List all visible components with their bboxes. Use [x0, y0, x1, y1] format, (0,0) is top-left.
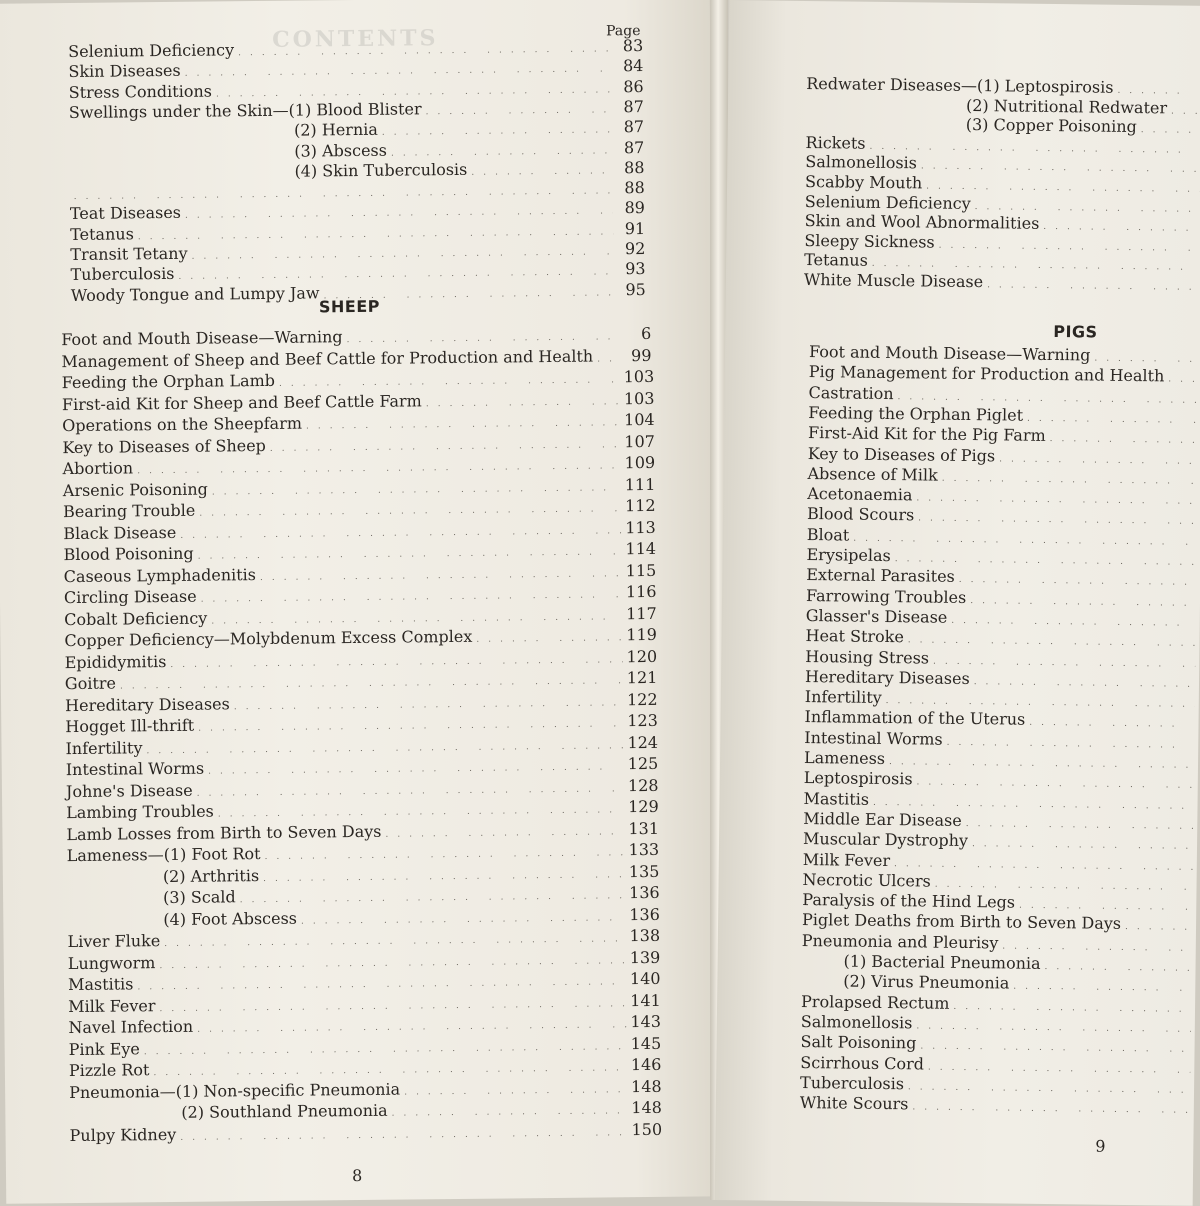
entry-page-number: 88 — [624, 178, 645, 198]
entry-title: Redwater Diseases—(1) Leptospirosis — [806, 73, 1114, 97]
entry-title: Heat Stroke — [805, 626, 904, 647]
entry-title: Housing Stress — [805, 646, 930, 668]
entry-page-number: 146 — [630, 1054, 662, 1075]
entry-title: Hereditary Diseases — [804, 666, 970, 688]
entry-page-number: 140 — [629, 968, 661, 989]
entry-page-number: 131 — [628, 818, 660, 838]
entry-page-number: 112 — [624, 495, 656, 516]
entry-title: Glasser's Disease — [805, 605, 948, 627]
entry-title: Infertility — [804, 687, 882, 708]
entry-title: Salmonellosis — [805, 152, 918, 173]
entry-title: Feeding the Orphan Lamb — [61, 370, 276, 393]
entry-page-number: 115 — [625, 560, 657, 580]
entry-title: Farrowing Troubles — [805, 585, 967, 607]
entry-page-number: 83 — [622, 35, 644, 56]
entry-title: Arsenic Poisoning — [62, 479, 208, 500]
right-page — [715, 0, 1200, 1206]
entry-title: Acetonaemia — [807, 484, 913, 505]
entry-title: Tuberculosis — [70, 264, 175, 285]
entry-page-number: 95 — [625, 279, 646, 299]
entry-title: Selenium Deficiency — [804, 191, 971, 213]
entry-title: Scirrhous Cord — [800, 1052, 925, 1074]
entry-title: (2) Virus Pneumonia — [843, 971, 1010, 993]
entry-title: Erysipelas — [806, 545, 891, 566]
entry-title: Skin Diseases — [68, 61, 181, 82]
entry-title: Rickets — [805, 132, 866, 153]
entry-title: First-aid Kit for Sheep and Beef Cattle Farm — [61, 390, 422, 414]
entry-title: Johne's Disease — [65, 780, 193, 801]
entry-title: Hereditary Diseases — [64, 693, 230, 715]
page-column-label: Page — [605, 23, 641, 40]
entry-title: Mastitis — [803, 788, 870, 809]
entry-page-number: 129 — [628, 796, 659, 817]
entry-page-number: 141 — [630, 990, 661, 1010]
entry-page-number: 104 — [624, 409, 655, 430]
entry-title: Stress Conditions — [68, 81, 213, 102]
entry-page-number: 117 — [626, 603, 657, 623]
entry-title: Foot and Mouth Disease—Warning — [61, 327, 343, 350]
entry-title: Leptospirosis — [803, 768, 913, 789]
entry-title: Skin and Wool Abnormalities — [804, 211, 1040, 234]
entry-page-number: 145 — [630, 1033, 662, 1053]
contents-entry — [69, 1118, 663, 1145]
entry-title: Pneumonia—(1) Non-specific Pneumonia — [69, 1079, 401, 1102]
section-heading-sheep: SHEEP — [318, 296, 381, 317]
entry-title: Tetanus — [804, 250, 868, 271]
entry-page-number: 109 — [624, 452, 656, 473]
entry-page-number: 136 — [628, 882, 660, 903]
entry-title: Pulpy Kidney — [69, 1124, 177, 1145]
entry-title: Piglet Deaths from Birth to Seven Days — [801, 910, 1122, 934]
entry-title: Circling Disease — [63, 586, 197, 608]
entry-title: Blood Scours — [806, 504, 915, 525]
entry-title: (3) Scald — [163, 887, 236, 908]
entry-page-number: 136 — [629, 904, 660, 924]
entry-title: (3) Copper Poisoning — [965, 115, 1137, 137]
entry-page-number: 107 — [624, 431, 655, 451]
entry-page-number: 124 — [627, 732, 659, 752]
entry-title: Foot and Mouth Disease—Warning — [808, 342, 1091, 365]
entry-page-number: 103 — [623, 366, 655, 387]
entry-page-number: 93 — [625, 259, 646, 279]
entry-page-number: 89 — [624, 198, 646, 218]
leader-dots — [987, 275, 1200, 299]
entry-page-number: 120 — [626, 646, 658, 666]
entry-title: Infertility — [65, 737, 143, 758]
entry-title: Castration — [808, 382, 894, 403]
entry-title: Intestinal Worms — [65, 758, 205, 780]
entry-page-number: 125 — [627, 753, 659, 774]
entry-title: Selenium Deficiency — [68, 40, 235, 62]
sheep-contents-continued — [729, 0, 1200, 292]
entry-page-number: 87 — [623, 137, 645, 157]
entry-title: Tetanus — [70, 224, 134, 244]
entry-title: Lameness—(1) Foot Rot — [66, 844, 261, 866]
entry-title: Transit Tetany — [70, 243, 188, 264]
entry-page-number: 133 — [628, 839, 660, 860]
entry-page-number: 111 — [624, 474, 656, 494]
entry-page-number: 148 — [631, 1076, 662, 1096]
entry-title: (1) Bacterial Pneumonia — [843, 951, 1041, 973]
entry-page-number: 128 — [627, 775, 659, 795]
entry-title: Middle Ear Disease — [803, 808, 962, 830]
entry-title: (3) Abscess — [294, 140, 387, 161]
entry-title: Blood Poisoning — [63, 543, 194, 565]
entry-title: Abortion — [62, 458, 134, 479]
entry-page-number: 122 — [626, 689, 658, 709]
entry-page-number: 6 — [640, 323, 652, 344]
entry-title: Liver Fluke — [67, 931, 161, 952]
entry-title: Cobalt Deficiency — [64, 608, 208, 629]
entry-title: Lameness — [803, 748, 886, 769]
entry-title: Bearing Trouble — [62, 500, 196, 522]
entry-title: Woody Tongue and Lumpy Jaw — [70, 282, 320, 305]
entry-title: White Muscle Disease — [803, 269, 984, 292]
entry-title: Salmonellosis — [800, 1011, 913, 1033]
page-number: 9 — [1095, 1136, 1106, 1156]
entry-title: First-Aid Kit for the Pig Farm — [807, 423, 1046, 446]
entry-title: Swellings under the Skin—(1) Blood Blister — [68, 99, 422, 122]
entry-title: Lamb Losses from Birth to Seven Days — [66, 821, 382, 844]
entry-title: Caseous Lymphadenitis — [63, 564, 257, 586]
entry-title: Intestinal Worms — [804, 727, 943, 749]
entry-title: (4) Skin Tuberculosis — [294, 159, 468, 181]
entry-title: (2) Arthritis — [162, 865, 260, 886]
entry-title: Feeding the Orphan Piglet — [808, 402, 1024, 425]
entry-title: Prolapsed Rectum — [800, 991, 950, 1013]
entry-title: Pizzle Rot — [68, 1060, 150, 1081]
entry-title: Lungworm — [67, 952, 156, 973]
contents-entry — [800, 1092, 1194, 1118]
entry-title: Salt Poisoning — [800, 1032, 917, 1053]
entry-title: Pink Eye — [68, 1038, 140, 1059]
entry-title: Epididymitis — [64, 651, 167, 672]
page-number: 8 — [351, 1165, 363, 1186]
entry-page-number: 123 — [627, 710, 658, 731]
entry-title: Goitre — [64, 673, 117, 694]
entry-page-number: 91 — [624, 218, 646, 238]
leader-dots — [180, 1123, 628, 1149]
entry-page-number: 87 — [623, 96, 644, 117]
entry-title: Muscular Dystrophy — [802, 829, 969, 851]
entry-page-number: 121 — [626, 667, 658, 688]
entry-page-number: 92 — [624, 238, 646, 259]
entry-title: Black Disease — [63, 522, 177, 543]
entry-title: Pneumonia and Pleurisy — [801, 930, 999, 953]
entry-title: Key to Diseases of Pigs — [807, 443, 996, 465]
entry-page-number: 119 — [626, 624, 658, 645]
section-heading-pigs: PIGS — [1053, 322, 1098, 342]
entry-title: Key to Diseases of Sheep — [62, 435, 266, 457]
entry-title: Copper Deficiency—Molybdenum Excess Complex — [64, 626, 473, 651]
entry-title: (2) Nutritional Redwater — [965, 95, 1168, 117]
contents-entry — [804, 269, 1200, 295]
entry-title: (2) Hernia — [293, 119, 378, 140]
entry-title: Milk Fever — [68, 995, 156, 1016]
entry-page-number: 139 — [629, 947, 661, 967]
entry-title: Scabby Mouth — [805, 171, 923, 193]
entry-title: Tuberculosis — [799, 1072, 905, 1094]
entry-page-number: 113 — [625, 517, 656, 537]
entry-page-number: 143 — [630, 1011, 662, 1032]
entry-page-number: 114 — [625, 538, 657, 559]
entry-page-number: 86 — [623, 76, 644, 96]
entry-title: Mastitis — [67, 974, 134, 995]
entry-title: Pig Management for Production and Health — [808, 362, 1165, 386]
entry-title: (4) Foot Abscess — [163, 908, 298, 929]
entry-page-number: 138 — [629, 925, 661, 946]
entry-title: Milk Fever — [802, 849, 891, 870]
entry-page-number: 150 — [631, 1119, 663, 1139]
entry-title: Operations on the Sheepfarm — [62, 413, 303, 436]
entry-title: Hogget Ill-thrift — [65, 715, 195, 737]
entry-title: Bloat — [806, 524, 850, 545]
entry-title: Management of Sheep and Beef Cattle for Production and Health — [61, 346, 594, 371]
entry-page-number: 116 — [625, 581, 657, 602]
entry-page-number: 99 — [630, 345, 652, 365]
entry-title: Inflammation of the Uterus — [804, 707, 1026, 730]
entry-title: Absence of Milk — [807, 463, 938, 485]
entry-page-number: 84 — [622, 56, 644, 76]
entry-page-number: 87 — [623, 117, 645, 137]
entry-page-number: 148 — [631, 1097, 662, 1118]
entry-title: White Scours — [799, 1093, 909, 1114]
entry-title: Necrotic Ulcers — [802, 869, 931, 891]
entry-title: Lambing Troubles — [66, 801, 214, 823]
entry-page-number: 88 — [624, 157, 645, 177]
entry-title: Sleepy Sickness — [804, 230, 935, 252]
show-through-heading: CONTENTS — [271, 25, 439, 53]
entry-page-number: 135 — [628, 861, 660, 881]
entry-title: Paralysis of the Hind Legs — [802, 890, 1016, 912]
entry-title: (2) Southland Pneumonia — [181, 1100, 388, 1122]
leader-dots — [912, 1097, 1190, 1121]
entry-title: External Parasites — [806, 565, 955, 587]
entry-title: Teat Diseases — [69, 203, 182, 224]
entry-page-number: 103 — [623, 388, 655, 408]
entry-title: Navel Infection — [68, 1016, 194, 1038]
